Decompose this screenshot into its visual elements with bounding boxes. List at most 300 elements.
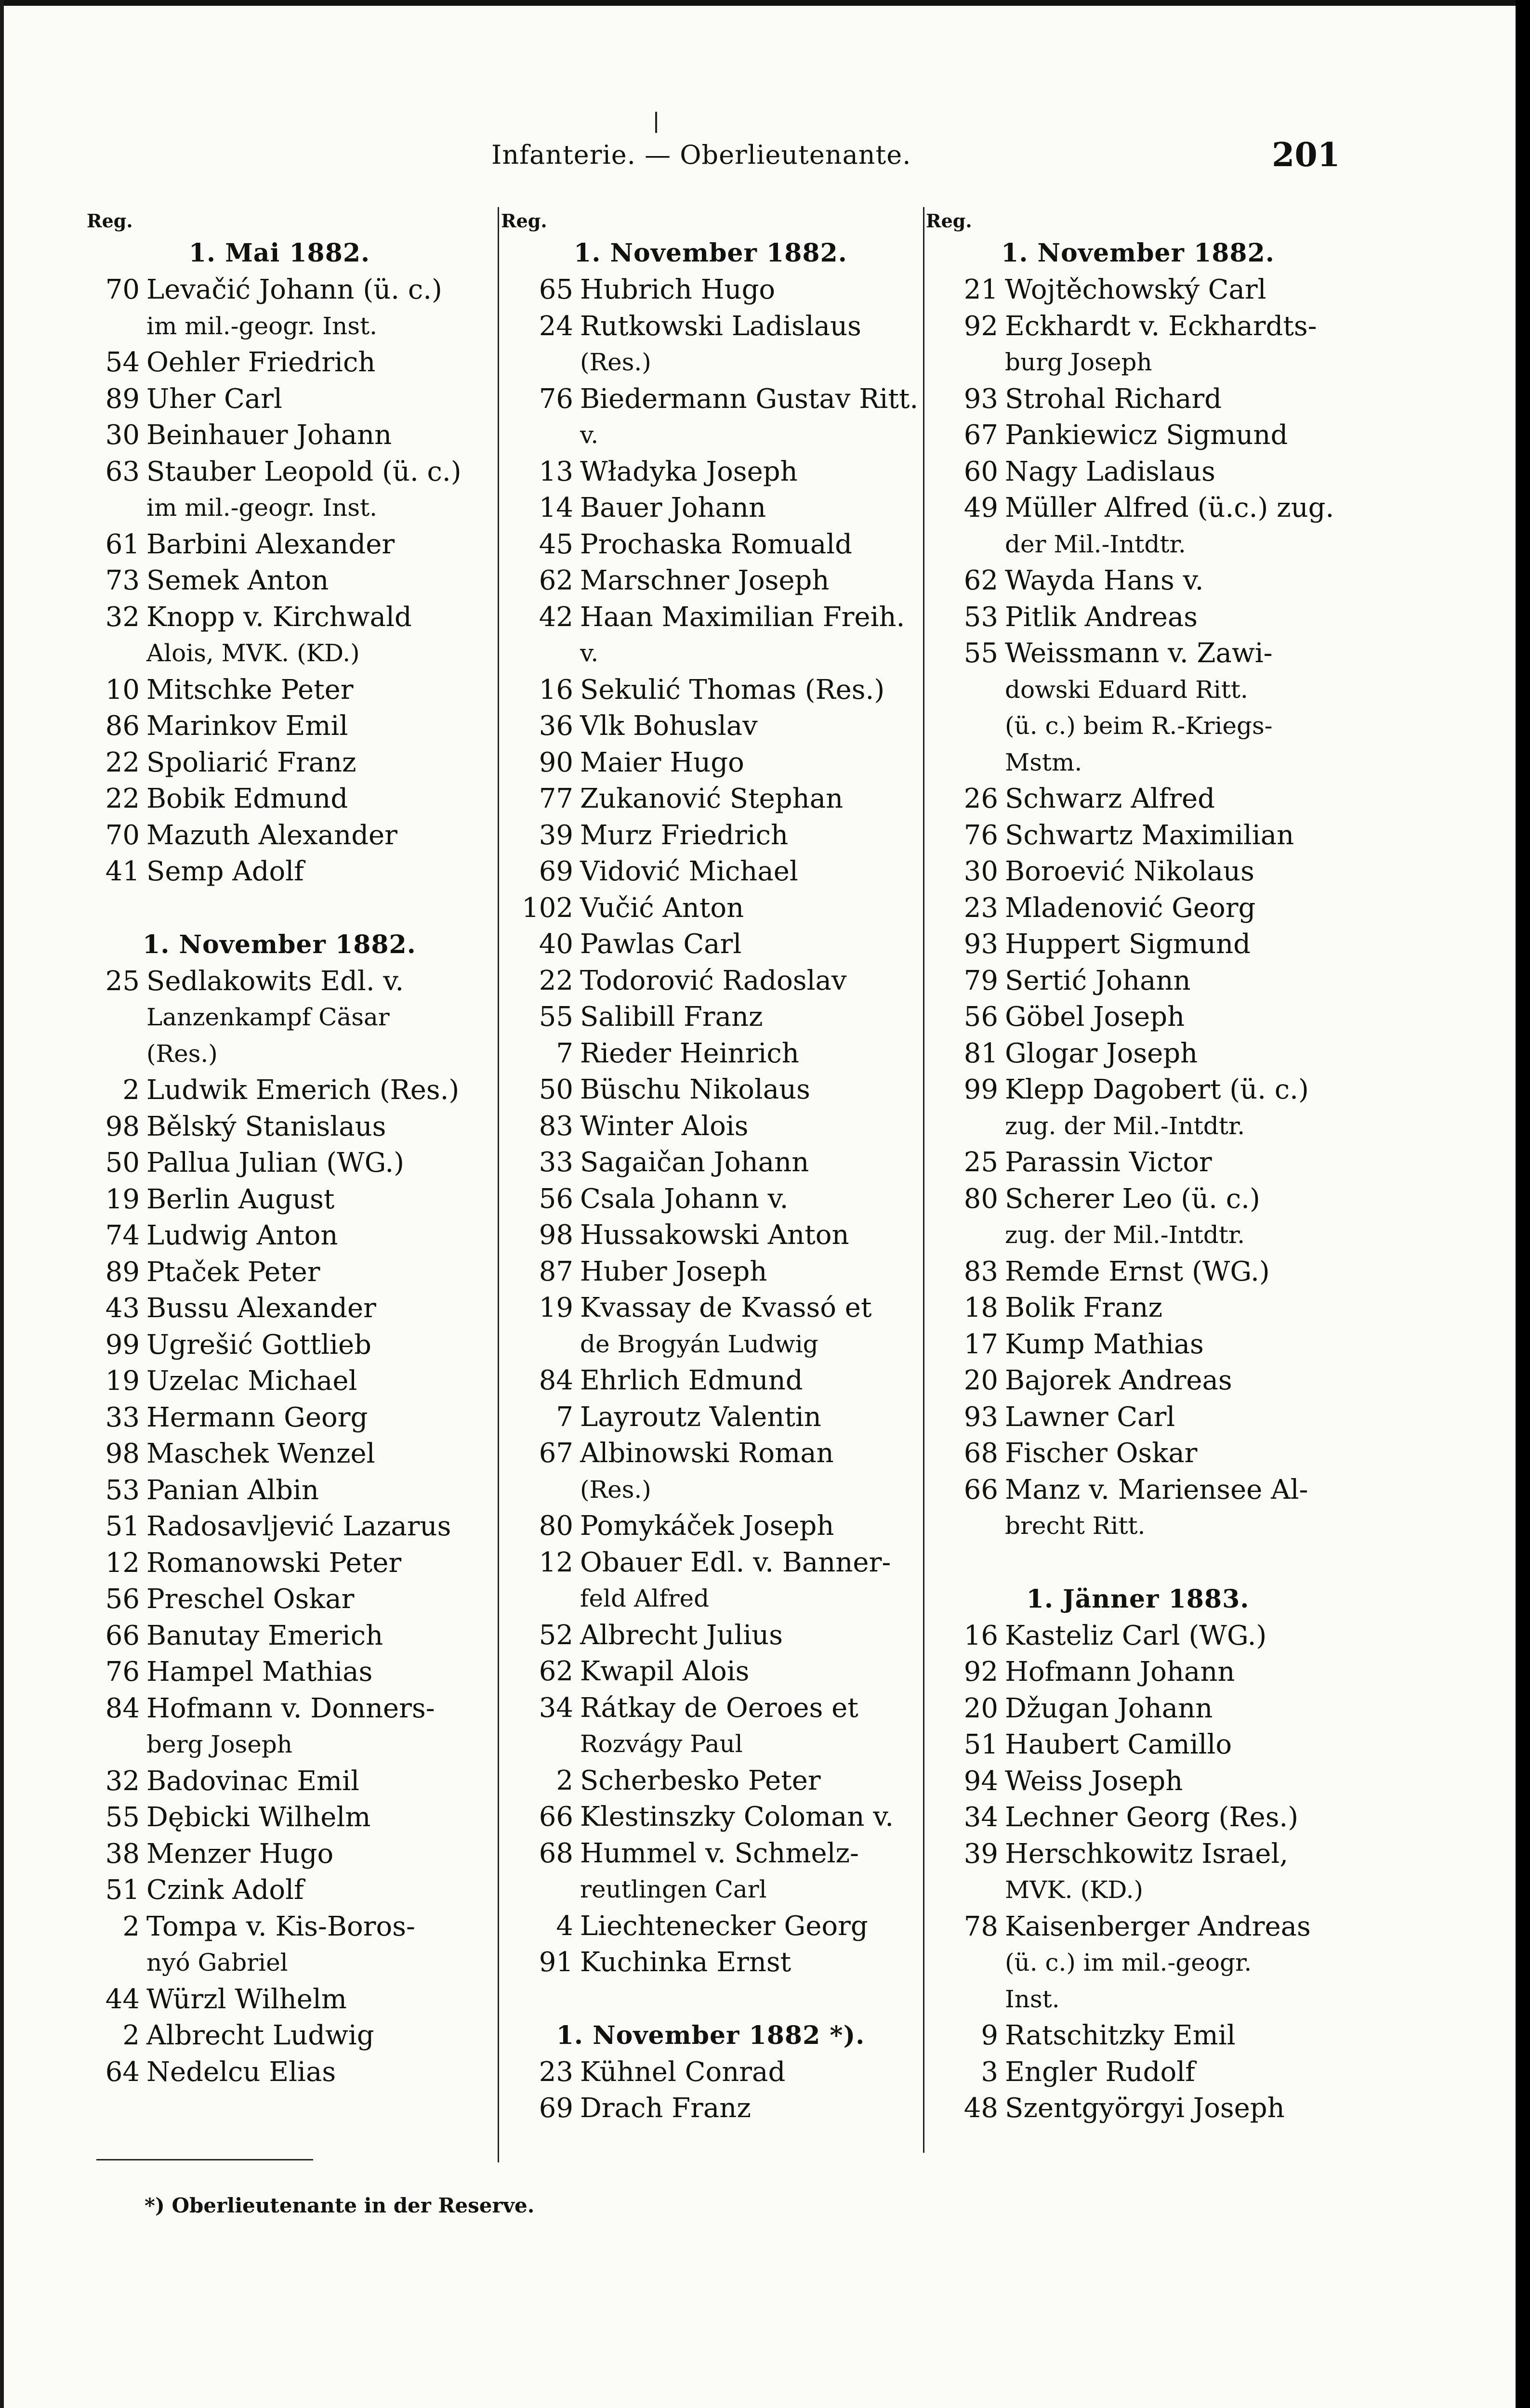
regiment-number: 18: [963, 1292, 998, 1323]
roster-entry: [67, 526, 491, 563]
officer-name: Büschu Nikolaus: [580, 1074, 810, 1105]
regiment-number: 25: [963, 1147, 998, 1178]
officer-name: Levačić Johann (ü. c.): [146, 274, 442, 305]
regiment-number: 50: [539, 1074, 573, 1105]
roster-entry: [926, 2090, 1350, 2127]
regiment-number: 39: [963, 1838, 998, 1870]
roster-entry: [67, 1581, 491, 1618]
column-3: [926, 207, 1350, 2127]
section-heading: 1. November 1882.: [1001, 238, 1275, 268]
roster-entry: [67, 1545, 491, 1582]
officer-name: Weiss Joseph: [1005, 1765, 1183, 1797]
reg-label: Reg.: [501, 210, 547, 232]
regiment-number: 22: [539, 965, 573, 996]
regiment-number: 30: [105, 419, 140, 451]
officer-name: Hubrich Hugo: [580, 274, 776, 305]
roster-entry: [501, 853, 920, 890]
reg-label: Reg.: [926, 210, 972, 232]
officer-name: Pankiewicz Sigmund: [1005, 419, 1288, 451]
section-heading: 1. November 1882.: [574, 238, 847, 268]
officer-name: Albrecht Julius: [580, 1619, 783, 1651]
regiment-number: 26: [963, 783, 998, 814]
roster-entry: [67, 2054, 491, 2091]
officer-name: Knopp v. Kirchwald: [146, 601, 412, 633]
roster-entry: [926, 417, 1350, 454]
regiment-number: 17: [963, 1328, 998, 1360]
regiment-number: 2: [556, 1765, 573, 1796]
regiment-number: 55: [963, 638, 998, 669]
officer-name: Scherbesko Peter: [580, 1765, 821, 1796]
roster-entry: [501, 526, 920, 563]
officer-name: Banutay Emerich: [146, 1620, 383, 1651]
regiment-number: 70: [105, 819, 140, 851]
roster-entry: [926, 1399, 1350, 1436]
regiment-number: 92: [963, 310, 998, 342]
officer-name: Ugrešić Gottlieb: [146, 1329, 372, 1361]
officer-name: Huppert Sigmund: [1005, 929, 1251, 960]
roster-entry: [67, 1508, 491, 1545]
regiment-number: 22: [105, 783, 140, 814]
officer-name: Ptaček Peter: [146, 1256, 320, 1288]
regiment-number: 84: [539, 1365, 573, 1396]
officer-name: Sagaičan Johann: [580, 1147, 809, 1178]
roster-entry: [501, 1908, 920, 1945]
regiment-number: 32: [105, 1765, 140, 1797]
roster-entry: [926, 1799, 1350, 1836]
column-divider: [923, 207, 924, 2153]
roster-entry: [67, 1690, 491, 1727]
regiment-number: 52: [539, 1619, 573, 1651]
officer-name: Klestinszky Coloman v.: [580, 1801, 894, 1832]
entry-continuation: (Res.): [580, 348, 651, 376]
regiment-number: 61: [105, 528, 140, 560]
roster-entry: [67, 963, 491, 1000]
roster-entry: [501, 1144, 920, 1181]
regiment-number: 49: [963, 492, 998, 523]
roster-entry: [67, 1981, 491, 2018]
regiment-number: 48: [963, 2093, 998, 2124]
officer-name: Winter Alois: [580, 1110, 749, 1142]
roster-entry: [501, 490, 920, 526]
regiment-number: 87: [539, 1256, 573, 1287]
roster-entry: [67, 1181, 491, 1218]
regiment-number: 51: [963, 1729, 998, 1760]
roster-entry: [501, 2090, 920, 2127]
regiment-number: 69: [539, 2093, 573, 2124]
roster-entry: [67, 708, 491, 745]
roster-entry: [67, 1254, 491, 1291]
regiment-number: 19: [539, 1292, 573, 1323]
officer-name: Czink Adolf: [146, 1874, 304, 1906]
officer-name: Huber Joseph: [580, 1256, 767, 1287]
officer-name: Rátkay de Oeroes et: [580, 1692, 858, 1724]
regiment-number: 12: [539, 1546, 573, 1578]
officer-name: Bauer Johann: [580, 492, 766, 523]
roster-entry: [67, 2017, 491, 2054]
roster-entry: [67, 1654, 491, 1690]
regiment-number: 68: [963, 1438, 998, 1469]
regiment-number: 41: [105, 856, 140, 887]
officer-name: Haan Maximilian Freih.: [580, 601, 905, 633]
regiment-number: 89: [105, 1256, 140, 1288]
officer-name: Liechtenecker Georg: [580, 1910, 868, 1942]
regiment-number: 23: [539, 2056, 573, 2088]
roster-entry: [67, 599, 491, 636]
scan-edge-top: [0, 0, 1530, 6]
officer-name: Panian Albin: [146, 1474, 319, 1506]
officer-name: Ehrlich Edmund: [580, 1365, 803, 1396]
entry-continuation: nyó Gabriel: [146, 1949, 288, 1976]
officer-name: Salibill Franz: [580, 1001, 763, 1033]
regiment-number: 62: [539, 1656, 573, 1687]
officer-name: Uzelac Michael: [146, 1365, 357, 1397]
regiment-number: 25: [105, 965, 140, 997]
roster-entry: [926, 308, 1350, 345]
column-divider: [498, 207, 499, 2162]
officer-name: Prochaska Romuald: [580, 528, 853, 560]
regiment-number: 14: [539, 492, 573, 523]
roster-entry: [501, 1035, 920, 1072]
entry-continuation: (Res.): [146, 1039, 218, 1068]
regiment-number: 54: [105, 347, 140, 378]
regiment-number: 10: [105, 674, 140, 706]
regiment-number: 42: [539, 601, 573, 633]
roster-entry: [67, 1072, 491, 1109]
roster-entry: [67, 1799, 491, 1836]
regiment-number: 51: [105, 1511, 140, 1542]
roster-entry: [501, 272, 920, 308]
roster-entry: [67, 1363, 491, 1400]
regiment-number: 98: [105, 1111, 140, 1142]
regiment-number: 9: [981, 2020, 998, 2051]
roster-entry: [67, 672, 491, 708]
regiment-number: 34: [539, 1692, 573, 1724]
roster-entry: [501, 1799, 920, 1835]
officer-name: Biedermann Gustav Ritt.: [580, 383, 919, 415]
entry-continuation: im mil.-geogr. Inst.: [146, 494, 377, 522]
regiment-number: 69: [539, 856, 573, 887]
roster-entry: [501, 817, 920, 854]
regiment-number: 16: [963, 1620, 998, 1651]
entry-continuation: im mil.-geogr. Inst.: [146, 312, 377, 340]
officer-name: Schwartz Maximilian: [1005, 819, 1294, 851]
officer-name: Albrecht Ludwig: [146, 2020, 374, 2051]
regiment-number: 32: [105, 601, 140, 633]
regiment-number: 70: [105, 274, 140, 305]
roster-entry: [67, 1909, 491, 1945]
regiment-number: 67: [539, 1438, 573, 1469]
regiment-number: 38: [105, 1838, 140, 1870]
section-gap: [67, 890, 491, 927]
scan-edge-left: [0, 0, 4, 2408]
section-gap: [501, 1981, 920, 2017]
regiment-number: 66: [963, 1474, 998, 1505]
entry-continuation: (ü. c.) beim R.-Kriegs-: [1005, 712, 1273, 740]
regiment-number: 56: [105, 1584, 140, 1615]
section-gap: [926, 1544, 1350, 1581]
regiment-number: 19: [105, 1183, 140, 1215]
entry-continuation: Inst.: [1005, 1985, 1060, 2013]
entry-continuation: v.: [580, 421, 599, 449]
roster-entry: [501, 1763, 920, 1799]
roster-entry: [926, 781, 1350, 817]
officer-name: Rutkowski Ladislaus: [580, 310, 861, 342]
regiment-number: 36: [539, 710, 573, 742]
officer-name: Kuchinka Ernst: [580, 1947, 791, 1978]
roster-entry: [926, 999, 1350, 1035]
roster-entry: [926, 1435, 1350, 1472]
officer-name: Hampel Mathias: [146, 1656, 373, 1688]
entry-continuation: Alois, MVK. (KD.): [146, 639, 360, 667]
roster-entry: [67, 417, 491, 454]
regiment-number: 21: [963, 274, 998, 305]
regiment-number: 56: [963, 1001, 998, 1033]
officer-name: Mladenović Georg: [1005, 892, 1256, 924]
entry-continuation: brecht Ritt.: [1005, 1512, 1146, 1540]
officer-name: Kwapil Alois: [580, 1656, 750, 1687]
officer-name: Rieder Heinrich: [580, 1037, 799, 1069]
regiment-number: 4: [556, 1910, 573, 1942]
officer-name: Weissmann v. Zawi-: [1005, 638, 1273, 669]
roster-entry: [501, 1944, 920, 1981]
officer-name: Ludwik Emerich (Res.): [146, 1074, 460, 1106]
roster-entry: [501, 963, 920, 999]
roster-entry: [501, 1362, 920, 1399]
roster-entry: [501, 308, 920, 345]
regiment-number: 80: [539, 1510, 573, 1542]
officer-name: Hofmann Johann: [1005, 1656, 1235, 1688]
roster-entry: [67, 1109, 491, 1145]
officer-name: Beinhauer Johann: [146, 419, 392, 451]
officer-name: Parassin Victor: [1005, 1147, 1212, 1178]
officer-name: Hussakowski Anton: [580, 1219, 849, 1251]
section-heading: 1. November 1882 *).: [556, 2020, 865, 2050]
officer-name: Pitlik Andreas: [1005, 601, 1198, 633]
regiment-number: 94: [963, 1765, 998, 1797]
regiment-number: 62: [539, 565, 573, 596]
roster-entry: [67, 745, 491, 781]
officer-name: Zukanović Stephan: [580, 783, 844, 814]
roster-entry: [501, 1217, 920, 1254]
regiment-number: 83: [539, 1110, 573, 1142]
roster-entry: [926, 490, 1350, 526]
regiment-number: 80: [963, 1183, 998, 1215]
roster-entry: [926, 599, 1350, 636]
regiment-number: 68: [539, 1837, 573, 1869]
regiment-number: 63: [105, 456, 140, 487]
officer-name: Sedlakowits Edl. v.: [146, 965, 404, 997]
entry-continuation: Lanzenkampf Cäsar: [146, 1003, 390, 1031]
entry-continuation: Rozvágy Paul: [580, 1730, 743, 1758]
regiment-number: 33: [105, 1401, 140, 1433]
roster-entry: [926, 1836, 1350, 1872]
roster-entry: [926, 272, 1350, 308]
roster-entry: [501, 599, 920, 636]
regiment-number: 76: [539, 383, 573, 415]
officer-name: Dębicki Wilhelm: [146, 1802, 371, 1833]
officer-name: Schwarz Alfred: [1005, 783, 1215, 814]
regiment-number: 12: [105, 1547, 140, 1579]
officer-name: Layroutz Valentin: [580, 1401, 821, 1433]
officer-name: Csala Johann v.: [580, 1183, 789, 1215]
regiment-number: 73: [105, 565, 140, 596]
officer-name: Pallua Julian (WG.): [146, 1147, 405, 1178]
roster-entry: [501, 1290, 920, 1326]
entry-continuation: burg Joseph: [1005, 348, 1152, 376]
roster-entry: [926, 1181, 1350, 1217]
regiment-number: 33: [539, 1147, 573, 1178]
roster-entry: [67, 1290, 491, 1327]
regiment-number: 55: [105, 1802, 140, 1833]
roster-entry: [926, 1072, 1350, 1108]
roster-entry: [67, 272, 491, 308]
regiment-number: 39: [539, 819, 573, 851]
regiment-number: 2: [122, 1911, 140, 1942]
regiment-number: 53: [963, 601, 998, 633]
officer-name: Bajorek Andreas: [1005, 1365, 1232, 1396]
officer-name: Kühnel Conrad: [580, 2056, 786, 2088]
roster-entry: [501, 2054, 920, 2091]
regiment-number: 99: [105, 1329, 140, 1361]
regiment-number: 91: [539, 1947, 573, 1978]
officer-name: Bobik Edmund: [146, 783, 348, 814]
roster-entry: [926, 1144, 1350, 1181]
entry-continuation: v.: [580, 639, 599, 667]
roster-entry: [501, 926, 920, 963]
roster-entry: [501, 1653, 920, 1690]
officer-name: Sertić Johann: [1005, 965, 1191, 996]
entry-continuation: der Mil.-Intdtr.: [1005, 530, 1186, 558]
roster-entry: [501, 1108, 920, 1145]
officer-name: Maschek Wenzel: [146, 1438, 375, 1469]
regiment-number: 65: [539, 274, 573, 305]
regiment-number: 77: [539, 783, 573, 814]
roster-entry: [926, 2017, 1350, 2054]
roster-entry: [501, 1690, 920, 1727]
officer-name: Tompa v. Kis-Boros-: [146, 1911, 415, 1942]
regiment-number: 45: [539, 528, 573, 560]
regiment-number: 93: [963, 1401, 998, 1433]
roster-entry: [67, 1872, 491, 1909]
regiment-number: 84: [105, 1692, 140, 1724]
roster-entry: [926, 1690, 1350, 1727]
regiment-number: 50: [105, 1147, 140, 1178]
roster-entry: [501, 1399, 920, 1436]
regiment-number: 64: [105, 2056, 140, 2088]
regiment-number: 89: [105, 383, 140, 415]
roster-entry: [67, 381, 491, 418]
roster-entry: [926, 454, 1350, 490]
roster-entry: [67, 454, 491, 490]
roster-entry: [67, 781, 491, 817]
roster-entry: [926, 1254, 1350, 1290]
roster-entry: [926, 963, 1350, 999]
section-heading: 1. Jänner 1883.: [1026, 1584, 1250, 1614]
officer-name: Bolik Franz: [1005, 1292, 1163, 1323]
regiment-number: 79: [963, 965, 998, 996]
regiment-number: 34: [963, 1802, 998, 1833]
officer-name: Nagy Ladislaus: [1005, 456, 1215, 487]
regiment-number: 99: [963, 1074, 998, 1105]
regiment-number: 2: [122, 1074, 140, 1106]
officer-name: Wayda Hans v.: [1005, 565, 1204, 596]
regiment-number: 86: [105, 710, 140, 742]
officer-name: Maier Hugo: [580, 746, 744, 778]
regiment-number: 90: [539, 746, 573, 778]
regiment-number: 16: [539, 674, 573, 706]
regiment-number: 74: [105, 1220, 140, 1251]
roster-entry: [926, 635, 1350, 672]
officer-name: Murz Friedrich: [580, 819, 789, 851]
roster-entry: [67, 1145, 491, 1181]
roster-entry: [501, 1617, 920, 1654]
regiment-number: 62: [963, 565, 998, 596]
officer-name: Albinowski Roman: [580, 1438, 834, 1469]
roster-entry: [501, 781, 920, 817]
officer-name: Romanowski Peter: [146, 1547, 402, 1579]
roster-entry: [501, 745, 920, 781]
scan-edge-right: [1516, 0, 1530, 2408]
officer-name: Lawner Carl: [1005, 1401, 1175, 1433]
roster-entry: [501, 454, 920, 490]
regiment-number: 7: [556, 1037, 573, 1069]
officer-name: Kasteliz Carl (WG.): [1005, 1620, 1267, 1651]
officer-name: Hermann Georg: [146, 1401, 368, 1433]
roster-entry: [926, 817, 1350, 854]
roster-entry: [926, 853, 1350, 890]
officer-name: Sekulić Thomas (Res.): [580, 674, 885, 706]
officer-name: Preschel Oskar: [146, 1584, 355, 1615]
column-1: [67, 207, 491, 2090]
roster-entry: [501, 1254, 920, 1290]
officer-name: Hummel v. Schmelz-: [580, 1837, 859, 1869]
officer-name: Marschner Joseph: [580, 565, 830, 596]
officer-name: Herschkowitz Israel,: [1005, 1838, 1289, 1870]
regiment-number: 102: [522, 892, 573, 924]
regiment-number: 83: [963, 1256, 998, 1287]
regiment-number: 7: [556, 1401, 573, 1433]
entry-continuation: zug. der Mil.-Intdtr.: [1005, 1221, 1245, 1249]
regiment-number: 67: [963, 419, 998, 451]
officer-name: Ludwig Anton: [146, 1220, 338, 1251]
officer-name: Oehler Friedrich: [146, 347, 376, 378]
officer-name: Manz v. Mariensee Al-: [1005, 1474, 1308, 1505]
regiment-number: 76: [963, 819, 998, 851]
roster-entry: [501, 1435, 920, 1472]
officer-name: Nedelcu Elias: [146, 2056, 336, 2088]
regiment-number: 13: [539, 456, 573, 487]
officer-name: Spoliarić Franz: [146, 746, 356, 778]
regiment-number: 93: [963, 929, 998, 960]
roster-entry: [501, 890, 920, 927]
officer-name: Remde Ernst (WG.): [1005, 1256, 1270, 1287]
entry-continuation: berg Joseph: [146, 1730, 293, 1758]
roster-entry: [926, 1909, 1350, 1945]
regiment-number: 66: [105, 1620, 140, 1651]
regiment-number: 51: [105, 1874, 140, 1906]
entry-continuation: feld Alfred: [580, 1584, 710, 1612]
regiment-number: 23: [963, 892, 998, 924]
roster-entry: [67, 1217, 491, 1254]
roster-entry: [926, 926, 1350, 963]
officer-name: Semek Anton: [146, 565, 329, 596]
entry-continuation: zug. der Mil.-Intdtr.: [1005, 1112, 1245, 1140]
officer-name: Würzl Wilhelm: [146, 1983, 347, 2015]
regiment-number: 66: [539, 1801, 573, 1832]
roster-entry: [926, 890, 1350, 927]
officer-name: Kvassay de Kvassó et: [580, 1292, 872, 1323]
officer-name: Radosavljević Lazarus: [146, 1511, 451, 1542]
